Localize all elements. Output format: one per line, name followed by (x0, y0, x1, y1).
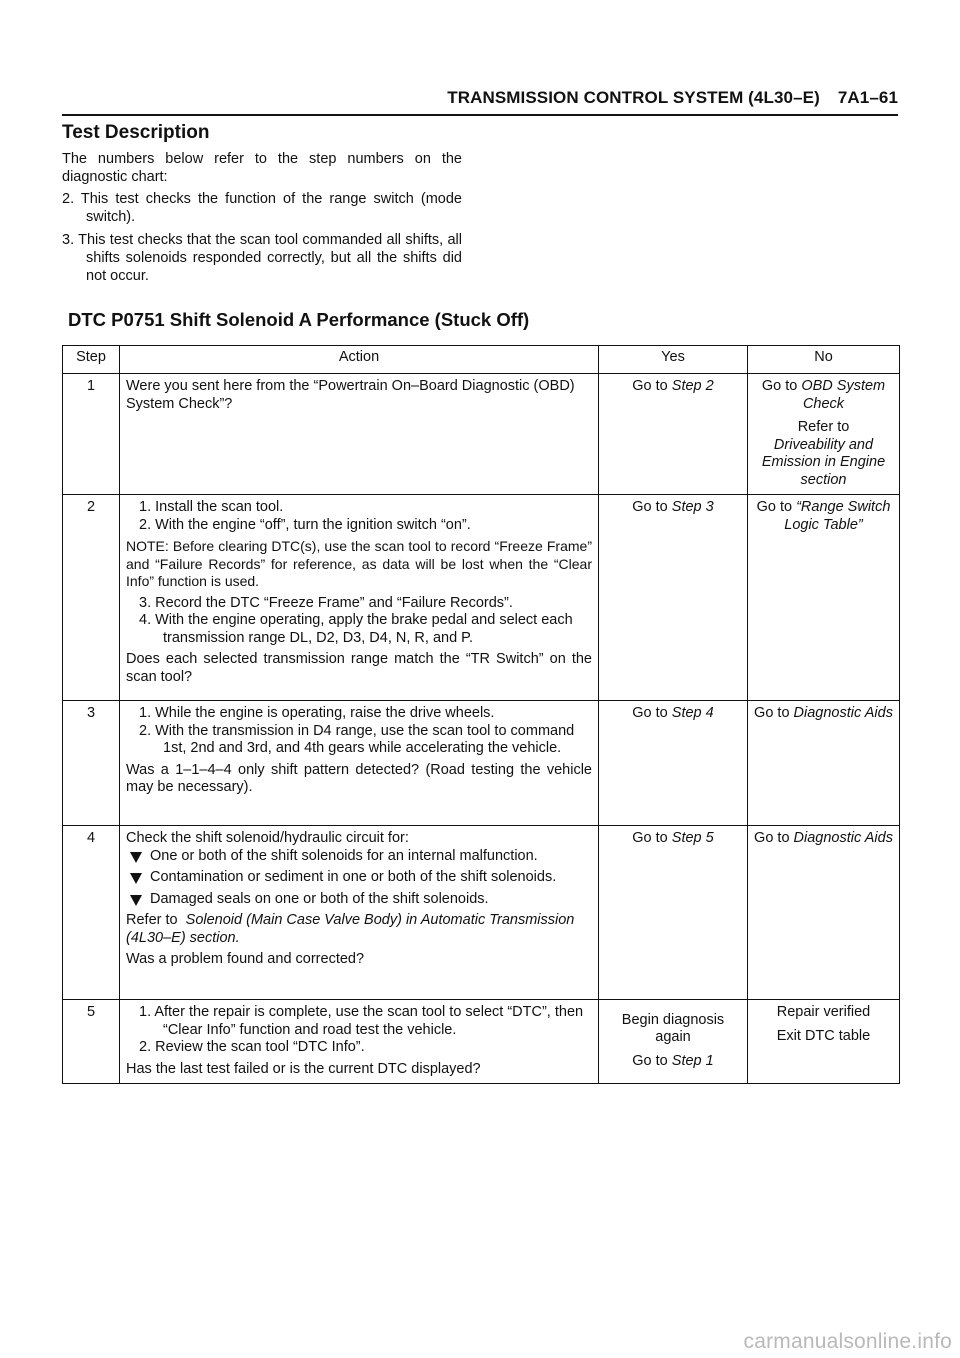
action-item: 4. With the engine operating, apply the brake pedal and select each transmission range DL, D2, D3, D4, N, R, and P. (139, 612, 573, 646)
no-cell (748, 826, 900, 1000)
triangle-bullet-icon (130, 895, 142, 906)
go-to-label: Go to (632, 705, 668, 721)
triangle-bullet-icon (130, 873, 142, 884)
header-title: TRANSMISSION CONTROL SYSTEM (4L30–E) (447, 88, 820, 107)
action-bullet (126, 869, 592, 887)
step-number: 3 (63, 701, 120, 826)
table-row (63, 701, 900, 826)
no-cell (748, 1000, 900, 1084)
header-no: No (748, 346, 900, 374)
action-cell (120, 495, 599, 701)
header-yes: Yes (599, 346, 748, 374)
action-cell (120, 701, 599, 826)
action-item: 2. Review the scan tool “DTC Info”. (139, 1039, 365, 1055)
no-text-exit: Exit DTC table (776, 1027, 871, 1044)
yes-link[interactable]: Step 2 (671, 378, 714, 394)
triangle-bullet-icon (130, 852, 142, 863)
go-to-label: Go to (632, 830, 668, 846)
test-description-step: 2. This test checks the function of the range switch (mode switch). (62, 191, 462, 225)
step-number: 5 (63, 1000, 120, 1084)
refer-to-label: Refer to (797, 419, 850, 435)
page-code: 7A1–61 (837, 88, 898, 107)
yes-text: Begin diagnosis again (621, 1011, 725, 1046)
action-bullet (126, 891, 592, 909)
yes-link[interactable]: Step 1 (671, 1052, 714, 1069)
go-to-label: Go to (761, 378, 798, 394)
go-to-label: Go to (754, 830, 790, 846)
yes-cell (599, 374, 748, 495)
go-to-label: Go to (632, 499, 668, 515)
refer-link[interactable]: Solenoid (Main Case Valve Body) in Automatic Transmission (4L30–E) section. (126, 912, 575, 946)
table-row (63, 495, 900, 701)
action-item: 1. After the repair is complete, use the scan tool to select “DTC”, then “Clear Info” function and road test the vehicle. (139, 1004, 584, 1038)
no-cell (748, 495, 900, 701)
table-header-row (63, 346, 900, 374)
dtc-title: DTC P0751 Shift Solenoid A Performance (Stuck Off) (68, 309, 530, 330)
go-to-label: Go to (754, 705, 790, 721)
action-cell (120, 826, 599, 1000)
go-to-label: Go to (632, 378, 668, 394)
step-number: 4 (63, 826, 120, 1000)
action-cell (120, 1000, 599, 1084)
table-row (63, 374, 900, 495)
bullet-text: Damaged seals on one or both of the shift solenoids. (150, 890, 489, 907)
action-item: 2. With the transmission in D4 range, use the scan tool to command 1st, 2nd and 3rd, and 4th gears while accelerating the vehicle. (139, 722, 575, 756)
action-question: Has the last test failed or is the current DTC displayed? (126, 1060, 481, 1077)
yes-link[interactable]: Step 3 (671, 499, 714, 515)
action-bullet (126, 848, 592, 866)
action-question: Was a problem found and corrected? (126, 951, 365, 967)
bullet-text: One or both of the shift solenoids for an internal malfunction. (150, 847, 538, 864)
test-description-paragraph: The numbers below refer to the step numbers on the diagnostic chart: (62, 151, 462, 185)
diagnostic-table (62, 345, 900, 1084)
table-row (63, 1000, 900, 1084)
yes-cell (599, 826, 748, 1000)
no-link[interactable]: OBD System Check (801, 378, 886, 412)
bullet-text: Contamination or sediment in one or both of the shift solenoids. (150, 869, 557, 885)
yes-cell (599, 701, 748, 826)
action-refer (126, 912, 592, 947)
step-number: 1 (63, 374, 120, 495)
go-to-label: Go to (632, 1052, 668, 1069)
action-question: Does each selected transmission range match the “TR Switch” on the scan tool? (126, 651, 592, 685)
action-item: 3. Record the DTC “Freeze Frame” and “Failure Records”. (139, 594, 513, 611)
action-intro: Check the shift solenoid/hydraulic circuit for: (126, 830, 409, 846)
step-number: 2 (63, 495, 120, 701)
action-cell (120, 374, 599, 495)
header-action: Action (120, 346, 599, 374)
no-refer-link[interactable]: Driveability and Emission in Engine section (761, 436, 886, 488)
refer-to-label: Refer to (126, 912, 178, 928)
page-header (62, 88, 898, 116)
test-description-heading: Test Description (62, 122, 210, 143)
yes-link[interactable]: Step 4 (671, 705, 714, 721)
action-note: NOTE: Before clearing DTC(s), use the scan tool to record “Freeze Frame” and “Failure Records” for reference, as data will be lost when the “Clear Info” function is used. (126, 538, 592, 589)
watermark: carmanualsonline.info (743, 1330, 952, 1353)
no-link[interactable]: “Range Switch Logic Table” (784, 499, 891, 533)
action-question: Was a 1–1–4–4 only shift pattern detected? (Road testing the vehicle may be necessary). (126, 761, 592, 795)
table-row (63, 826, 900, 1000)
no-cell (748, 701, 900, 826)
action-text: Were you sent here from the “Powertrain On–Board Diagnostic (OBD) System Check”? (126, 378, 575, 412)
yes-link[interactable]: Step 5 (671, 830, 714, 846)
no-cell (748, 374, 900, 495)
action-item: 1. While the engine is operating, raise the drive wheels. (139, 705, 495, 721)
go-to-label: Go to (756, 499, 793, 515)
no-text: Repair verified (776, 1004, 871, 1020)
header-step: Step (63, 346, 120, 374)
yes-cell (599, 1000, 748, 1084)
test-description-step: 3. This test checks that the scan tool commanded all shifts, all shifts solenoids responded correctly, but all the shifts did not occur. (62, 232, 462, 284)
yes-cell (599, 495, 748, 701)
no-link[interactable]: Diagnostic Aids (793, 705, 893, 721)
no-link[interactable]: Diagnostic Aids (793, 830, 893, 846)
test-description (62, 124, 462, 290)
action-item: 1. Install the scan tool. (139, 499, 284, 515)
action-item: 2. With the engine “off”, turn the ignition switch “on”. (139, 516, 471, 533)
